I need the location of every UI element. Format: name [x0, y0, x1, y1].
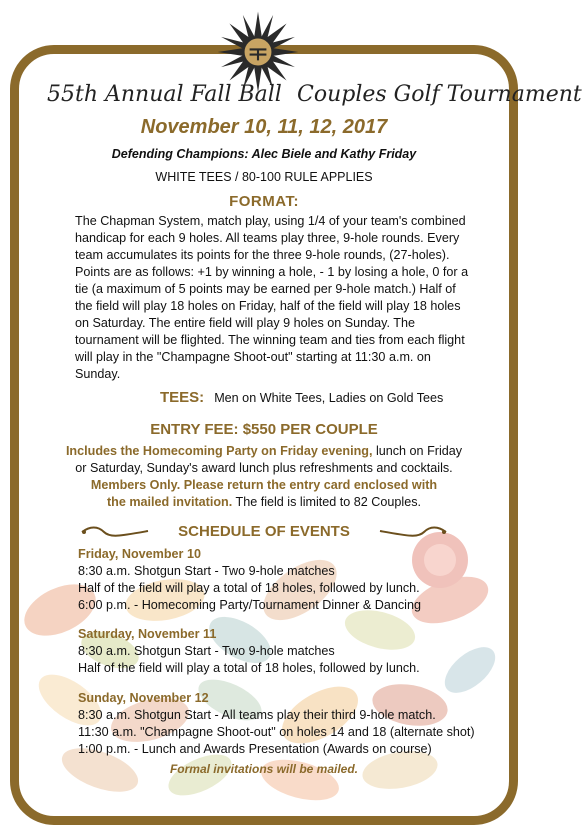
entry-line-1	[0, 443, 528, 460]
tees-label: TEES:	[160, 389, 205, 406]
schedule-saturday	[78, 626, 498, 677]
sunday-title: Sunday, November 12	[78, 691, 209, 705]
title-left: 55th Annual Fall Ball	[47, 82, 282, 107]
saturday-line-1: 8:30 a.m. Shotgun Start - Two 9-hole matches	[78, 644, 335, 658]
entry-line-3: Members Only. Please return the entry card enclosed with	[90, 478, 438, 492]
format-body: The Chapman System, match play, using 1/4 of your team's combined handicap for each 9 holes. All teams play three, 9-hole rounds. Every team accumulates its points for the three 9-hole rounds, (27-holes). Points are as follows: +1 by winning a hole, - 1 by losing a hole, 0 for a tie (a maximum of 5 points may be earned per 9-hole match.) Half of the field will play 18 holes on Friday, half of the field will play 18 holes on Saturday. The entire field will play 9 holes on Sunday. The tournament will be flighted. The winning team and ties from each flight will play in the "Champagne Shoot-out" starting at 11:30 a.m. on Sunday.	[75, 214, 469, 381]
friday-line-1: 8:30 a.m. Shotgun Start - Two 9-hole matches	[78, 564, 335, 578]
tees-rule: WHITE TEES / 80-100 RULE APPLIES	[155, 170, 373, 184]
saturday-line-2: Half of the field will play a total of 18 holes, followed by lunch.	[78, 661, 420, 675]
entry-line-1-rest: lunch on Friday	[372, 444, 463, 458]
entry-line-4	[0, 494, 528, 511]
schedule-friday	[78, 546, 498, 614]
sunday-line-3: 1:00 p.m. - Lunch and Awards Presentation (Awards on course)	[78, 742, 432, 756]
saturday-title: Saturday, November 11	[78, 627, 217, 641]
defending-champions: Defending Champions: Alec Biele and Kathy Friday	[111, 147, 417, 161]
title-right: Couples Golf Tournament	[297, 82, 582, 107]
format-heading: FORMAT:	[229, 193, 299, 210]
tees-section	[160, 389, 443, 407]
entry-line-1-gold: Includes the Homecoming Party on Friday evening,	[65, 444, 373, 458]
tournament-dates: November 10, 11, 12, 2017	[140, 116, 388, 138]
friday-line-2: Half of the field will play a total of 18 holes, followed by lunch.	[78, 581, 420, 595]
friday-title: Friday, November 10	[78, 547, 201, 561]
formal-invitations-note: Formal invitations will be mailed.	[169, 762, 359, 776]
schedule-sunday	[78, 690, 498, 758]
entry-line-2: or Saturday, Sunday's award lunch plus refreshments and cocktails.	[75, 461, 453, 475]
friday-line-3: 6:00 p.m. - Homecoming Party/Tournament Dinner & Dancing	[78, 598, 421, 612]
schedule-heading: SCHEDULE OF EVENTS	[178, 523, 350, 540]
entry-line-4-gold: the mailed invitation.	[106, 495, 233, 509]
right-swirl-ornament	[378, 524, 448, 538]
sunday-line-1: 8:30 a.m. Shotgun Start - All teams play their third 9-hole match.	[78, 708, 436, 722]
tees-value: Men on White Tees, Ladies on Gold Tees	[214, 391, 444, 405]
sunday-line-2: 11:30 a.m. "Champagne Shoot-out" on holes 14 and 18 (alternate shot)	[78, 725, 475, 739]
entry-line-4-rest: The field is limited to 82 Couples.	[232, 495, 422, 509]
entry-fee-heading: ENTRY FEE: $550 PER COUPLE	[150, 421, 378, 438]
entry-fee-body	[0, 443, 528, 511]
